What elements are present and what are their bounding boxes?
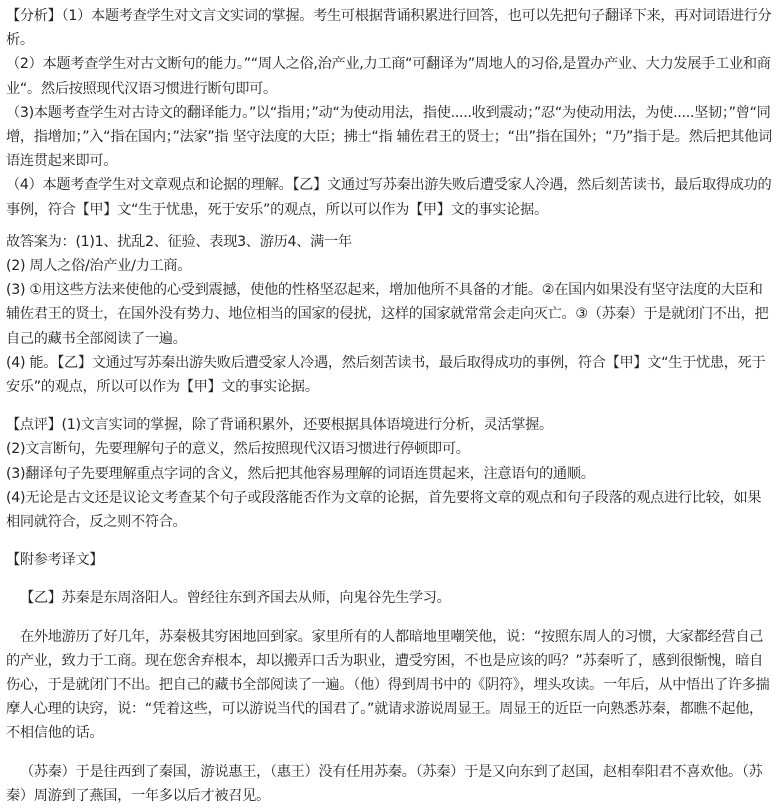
analysis-paragraph-3: （3)本题考查学生对古诗文的翻译能力。”以“指用；”动“为使动用法，指使.....收到震动；”忍“为使动用法，为使.....坚韧；”曾“同增，指增加；”入“指在国内；”法家”指 坚守法度的大臣；拂士“指 辅佐君王的贤士；“出”指在国外；“乃”指于是。然后把其他词语连贯起来即可。 <box>6 104 772 170</box>
translation-paragraph-3: （苏秦）于是往西到了秦国，游说惠王，（惠王）没有任用苏秦。（苏秦）于是又向东到了赵国，赵相奉阳君不喜欢他。（苏秦）周游到了燕国，一年多以后才被召见。 <box>6 763 763 804</box>
answer-2: (2) 周人之俗/治产业/力工商。 <box>6 258 192 275</box>
translation-paragraph-2: 在外地游历了好几年，苏秦极其穷困地回到家。家里所有的人都暗地里嘲笑他，说：“按照东周人的习惯，大家都经营自己的产业，致力于工商。现在您舍弃根本，却以搬弄口舌为职业，遭受穷困，不也是应该的吗？”苏秦听了，感到很惭愧，暗自伤心，于是就闭门不出。把自己的藏书全部阅读了一遍。（他）得到周书中的《阴符》，埋头攻读。一年后，从中悟出了许多揣摩人心理的诀窍，说：“凭着这些，可以游说当代的国君了。”就请求游说周显王。周显王的近臣一向熟悉苏秦，都瞧不起他，不相信他的话。 <box>6 628 770 742</box>
comment-4: (4)无论是古文还是议论文考查某个句子或段落能否作为文章的论据，首先要将文章的观点和句子段落的观点进行比较，如果相同就符合，反之则不符合。 <box>6 489 762 531</box>
analysis-section <box>6 4 774 222</box>
answer-section <box>6 230 774 399</box>
answer-4: (4) 能。【乙】文通过写苏秦出游失败后遭受家人冷遇，然后刻苦读书，最后取得成功的事例，符合【甲】文“生于忧患，死于安乐”的观点，所以可以作为【甲】文的事实论据。 <box>6 354 766 396</box>
answer-1: 故答案为：(1)1、扰乱2、征验、表现3、游历4、满一年 <box>6 233 352 250</box>
comment-3: (3)翻译句子先要理解重点字词的含义，然后把其他容易理解的词语连贯起来，注意语句的通顺。 <box>6 465 595 482</box>
comment-2: (2)文言断句，先要理解句子的意义，然后按照现代汉语习惯进行停顿即可。 <box>6 441 470 458</box>
translation-paragraph-1: 【乙】苏秦是东周洛阳人。曾经往东到齐国去从师，向鬼谷先生学习。 <box>20 590 451 607</box>
analysis-paragraph-1: 【分析】（1）本题考查学生对文言文实词的掌握。考生可根据背诵积累进行回答，也可以先把句子翻译下来，再对词语进行分析。 <box>6 8 772 49</box>
translation-section <box>6 548 774 808</box>
comment-section <box>6 413 774 534</box>
analysis-paragraph-4: （4）本题考查学生对文章观点和论据的理解。【乙】文通过写苏秦出游失败后遭受家人冷遇，然后刻苦读书，最后取得成功的事例，符合【甲】文“生于忧患，死于安乐”的观点，所以可以作为【甲】文的事实论据。 <box>6 177 772 218</box>
comment-1: 【点评】(1)文言实词的掌握，除了背诵积累外，还要根据具体语境进行分析，灵活掌握。 <box>6 417 553 434</box>
answer-3: (3) ①用这些方法来使他的心受到震撼，使他的性格坚忍起来，增加他所不具备的才能。②在国内如果没有坚守法度的大臣和辅佐君王的贤士，在国外没有势力、地位相当的国家的侵扰，这样的国家就常常会走向灭亡。③（苏秦）于是就闭门不出，把自己的藏书全部阅读了一遍。 <box>6 282 769 347</box>
analysis-paragraph-2: （2）本题考查学生对古文断句的能力。”“周人之俗,治产业,力工商“可翻译为”周地人的习俗,是置办产业、大力发展手工业和商业“。然后按照现代汉语习惯进行断句即可。 <box>6 56 771 97</box>
translation-heading: 【附参考译文】 <box>6 552 104 569</box>
